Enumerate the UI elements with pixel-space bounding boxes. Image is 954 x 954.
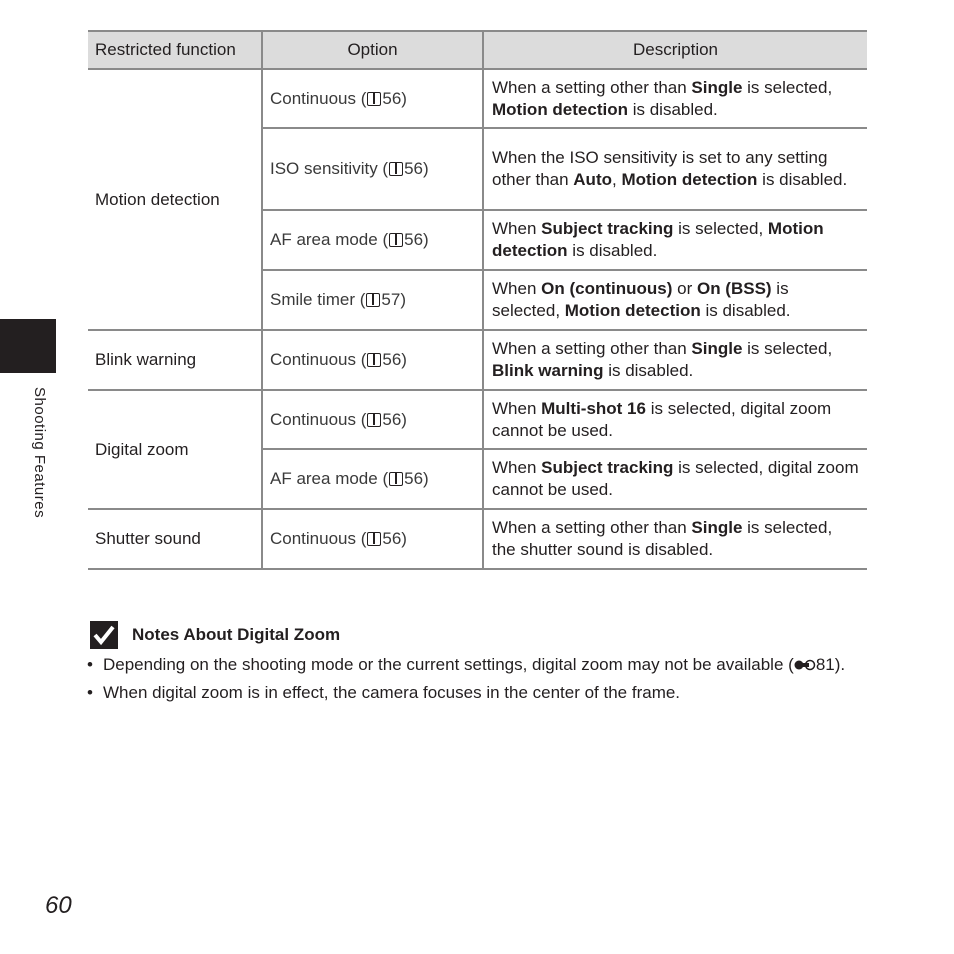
description-cell bbox=[483, 449, 867, 509]
description-text: When bbox=[492, 458, 542, 477]
option-page: 56) bbox=[382, 88, 407, 108]
description-text: , bbox=[612, 170, 622, 189]
page-reference-icon bbox=[389, 162, 403, 176]
option-label: Smile timer ( bbox=[270, 290, 366, 309]
description-text: is disabled. bbox=[603, 361, 694, 380]
table-row bbox=[88, 509, 867, 569]
option-page: 56) bbox=[404, 159, 429, 178]
page-reference-icon bbox=[367, 92, 381, 106]
description-text: is selected, bbox=[673, 219, 768, 238]
description-text: is disabled. bbox=[700, 301, 791, 320]
table-row bbox=[88, 330, 867, 390]
list-item bbox=[87, 653, 847, 676]
description-text: is disabled. bbox=[627, 99, 718, 119]
function-cell: Blink warning bbox=[88, 330, 262, 390]
description-text: is selected, digital zoom cannot be used. bbox=[492, 458, 859, 499]
option-page: 56) bbox=[404, 230, 429, 249]
option-page: 56) bbox=[382, 409, 407, 429]
option-cell bbox=[262, 390, 483, 449]
option-label: AF area mode ( bbox=[270, 230, 389, 249]
bold-term: Single bbox=[691, 339, 743, 358]
bold-term: Single bbox=[691, 518, 743, 537]
description-text: is selected, digital zoom cannot be used. bbox=[492, 398, 832, 440]
description-text: is selected, bbox=[492, 279, 789, 320]
page-reference-icon bbox=[367, 413, 381, 427]
checkmark-icon bbox=[90, 621, 118, 649]
header-restricted-function: Restricted function bbox=[88, 31, 262, 69]
header-description: Description bbox=[483, 31, 867, 69]
description-cell bbox=[483, 270, 867, 330]
description-text: When bbox=[492, 279, 542, 298]
bold-term: On (BSS) bbox=[696, 279, 772, 298]
description-cell bbox=[483, 390, 867, 449]
description-text: is selected, bbox=[742, 77, 833, 97]
option-page: 56) bbox=[382, 529, 407, 548]
notes-title: Notes About Digital Zoom bbox=[132, 625, 341, 644]
description-cell bbox=[483, 330, 867, 390]
notes-list bbox=[87, 653, 847, 709]
page-reference-icon bbox=[366, 293, 380, 307]
description-text: or bbox=[672, 279, 697, 298]
restrictions-table bbox=[88, 30, 867, 570]
description-text: is selected, the shutter sound is disabled. bbox=[492, 518, 833, 559]
section-label: Shooting Features bbox=[31, 387, 48, 519]
option-cell bbox=[262, 449, 483, 509]
bold-term: On (continuous) bbox=[541, 279, 673, 298]
page-reference-icon bbox=[389, 233, 403, 247]
bold-term: Multi-shot 16 bbox=[541, 398, 646, 418]
description-cell bbox=[483, 509, 867, 569]
function-cell: Shutter sound bbox=[88, 509, 262, 569]
function-cell: Motion detection bbox=[88, 69, 262, 330]
header-option: Option bbox=[262, 31, 483, 69]
option-cell bbox=[262, 509, 483, 569]
page-reference-icon bbox=[367, 532, 381, 546]
bold-term: Subject tracking bbox=[541, 458, 674, 477]
bold-term: Motion detection bbox=[564, 301, 701, 320]
bold-term: Motion detection bbox=[621, 170, 758, 189]
description-text: When a setting other than bbox=[492, 518, 692, 537]
option-cell bbox=[262, 210, 483, 270]
bold-term: Auto bbox=[573, 170, 612, 189]
section-tab-marker bbox=[0, 319, 56, 373]
option-label: AF area mode ( bbox=[270, 469, 389, 488]
option-label: Continuous ( bbox=[270, 88, 367, 108]
table-row bbox=[88, 69, 867, 128]
notes-heading bbox=[90, 620, 340, 650]
option-label: Continuous ( bbox=[270, 350, 367, 369]
option-label: Continuous ( bbox=[270, 409, 367, 429]
table-row bbox=[88, 390, 867, 449]
bold-term: Blink warning bbox=[492, 361, 604, 380]
note-text: 81). bbox=[815, 655, 846, 674]
description-cell bbox=[483, 210, 867, 270]
page-number: 60 bbox=[45, 892, 72, 919]
bold-term: Motion detection bbox=[492, 99, 628, 119]
description-text: is selected, bbox=[742, 339, 833, 358]
page-reference-icon bbox=[389, 472, 403, 486]
option-page: 57) bbox=[381, 290, 406, 309]
option-label: Continuous ( bbox=[270, 529, 367, 548]
page-reference-icon bbox=[367, 353, 381, 367]
description-text: is disabled. bbox=[757, 170, 848, 189]
option-label: ISO sensitivity ( bbox=[270, 159, 389, 178]
description-cell bbox=[483, 128, 867, 210]
description-text: When bbox=[492, 398, 542, 418]
option-cell bbox=[262, 330, 483, 390]
option-cell bbox=[262, 270, 483, 330]
option-cell bbox=[262, 128, 483, 210]
list-item: • When digital zoom is in effect, the camera focuses in the center of the frame. bbox=[87, 681, 847, 704]
description-text: is disabled. bbox=[567, 241, 658, 260]
description-text: When the ISO sensitivity is set to any setting other than bbox=[492, 148, 828, 189]
table-header-row bbox=[88, 31, 867, 69]
bold-term: Subject tracking bbox=[541, 219, 674, 238]
option-cell bbox=[262, 69, 483, 128]
reference-section-icon bbox=[794, 659, 816, 671]
bold-term: Motion detection bbox=[492, 219, 824, 260]
bold-term: Single bbox=[691, 77, 743, 97]
option-page: 56) bbox=[382, 350, 407, 369]
option-page: 56) bbox=[404, 469, 429, 488]
description-cell bbox=[483, 69, 867, 128]
function-cell: Digital zoom bbox=[88, 390, 262, 509]
note-text: Depending on the shooting mode or the current settings, digital zoom may not be available ( bbox=[103, 655, 794, 674]
description-text: When a setting other than bbox=[492, 77, 692, 97]
description-text: When a setting other than bbox=[492, 339, 692, 358]
description-text: When bbox=[492, 219, 542, 238]
